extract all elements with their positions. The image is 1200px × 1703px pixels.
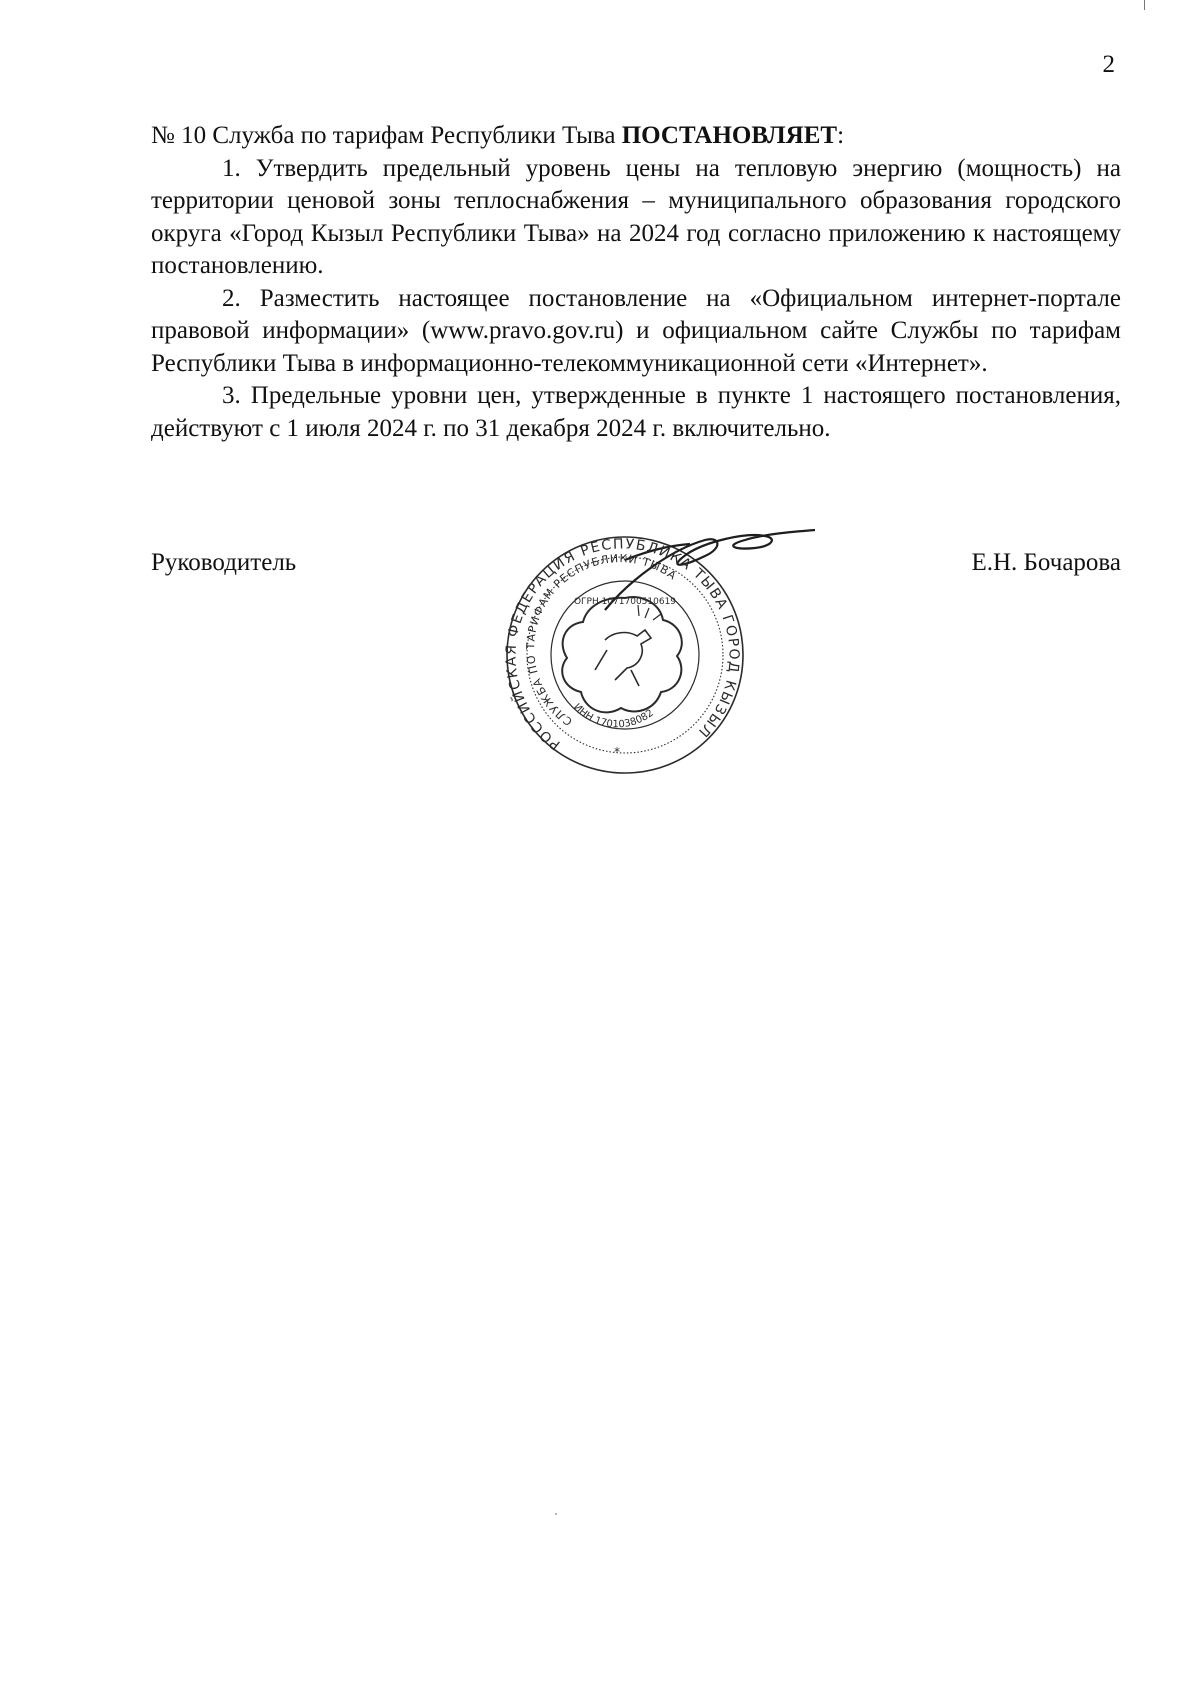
decree-lead-tail: : bbox=[837, 122, 845, 149]
signatory-title: Руководитель bbox=[151, 549, 297, 576]
seal-inn: ИНН 1701038082 bbox=[571, 701, 656, 731]
decree-item-2: 2. Разместить настоящее постановление на «Официальном интернет-портале правовой информации» (www.pravo.gov.ru) и официальном сайте Службы по тарифам Республики Тыва в информационно-телекоммуникационной сети «Интернет». bbox=[151, 284, 1121, 377]
decree-item-1: 1. Утвердить предельный уровень цены на тепловую энергию (мощность) на территории ценовой зоны теплоснабжения – муниципального образования городского округа «Город Кызыл Республики Тыва» на 2024 год согласно приложению к настоящему постановлению. bbox=[151, 154, 1121, 279]
seal-outer-text: РОССИЙСКАЯ ФЕДЕРАЦИЯ РЕСПУБЛИКА ТЫВА ГОРОД КЫЗЫЛ bbox=[503, 536, 742, 753]
seal-inner-text: СЛУЖБА ПО ТАРИФАМ РЕСПУБЛИКИ ТЫВА bbox=[524, 552, 680, 729]
decree-lead-text: № 10 Служба по тарифам Республики Тыва bbox=[151, 122, 622, 149]
scan-mark bbox=[1144, 0, 1145, 10]
decree-body bbox=[151, 120, 1121, 445]
decree-lead bbox=[151, 120, 1121, 153]
signatory-name: Е.Н. Бочарова bbox=[971, 549, 1121, 576]
scan-dot bbox=[555, 1513, 557, 1515]
seal-emblem-outline bbox=[562, 597, 682, 712]
decree-item-3: 3. Предельные уровни цен, утвержденные в пункте 1 настоящего постановления, действуют с 1 июля 2024 г. по 31 декабря 2024 г. включительно. bbox=[151, 382, 1121, 442]
seal-ogrn: ОГРН 1071700510619 bbox=[573, 597, 677, 607]
svg-text:*: * bbox=[614, 745, 620, 759]
decree-resolves: ПОСТАНОВЛЯЕТ bbox=[621, 122, 838, 149]
svg-text:ИНН 1701038082 bbox=[571, 702, 656, 731]
official-seal bbox=[455, 520, 815, 800]
page-number: 2 bbox=[1102, 51, 1115, 78]
